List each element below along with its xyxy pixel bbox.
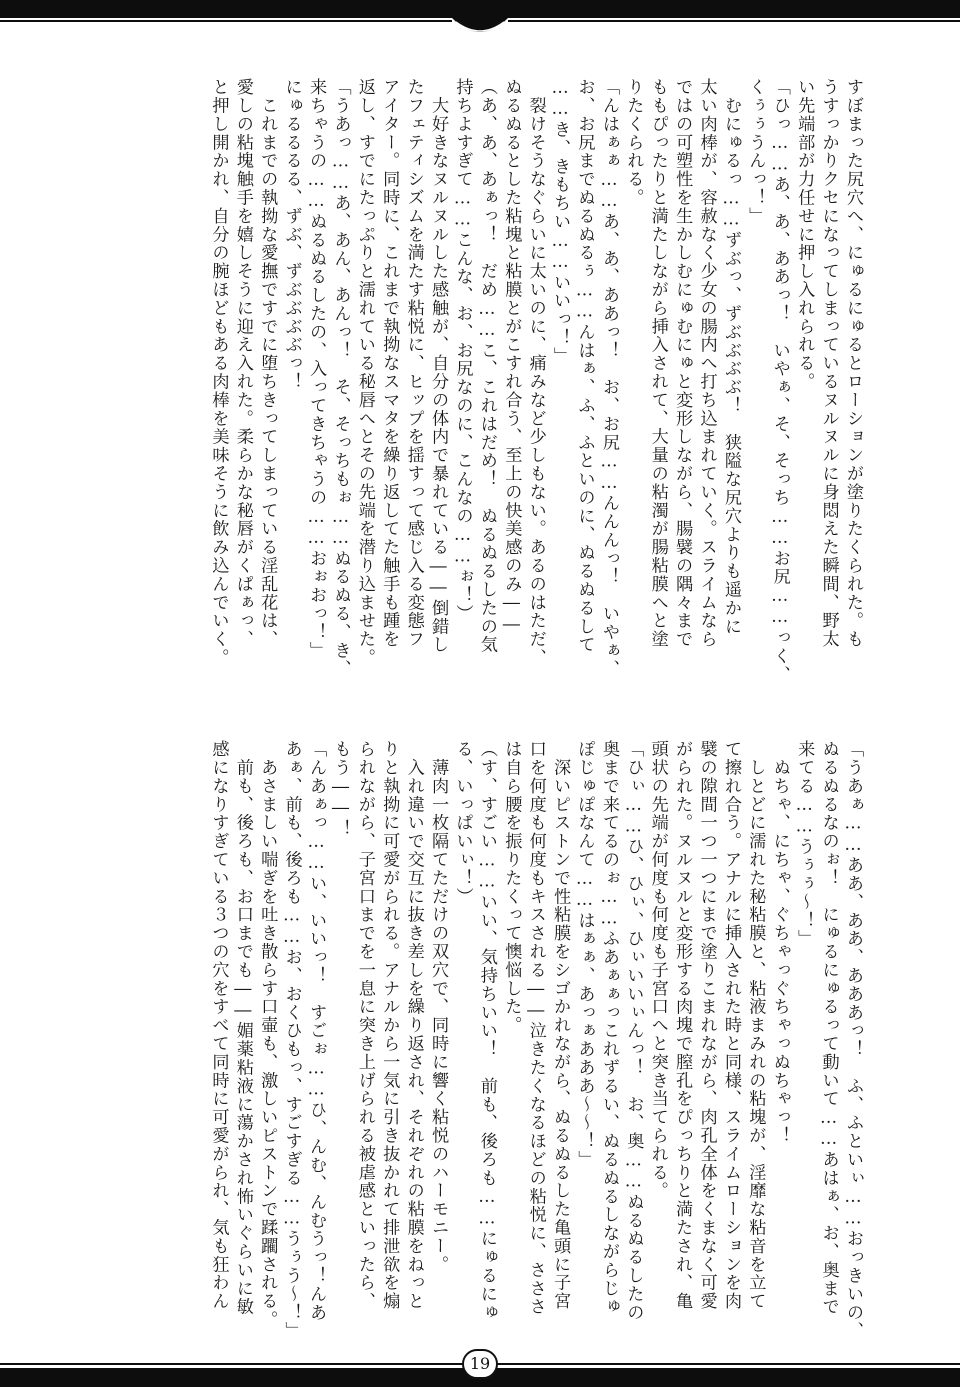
text-line: りたくられる。	[623, 78, 644, 207]
header-decorative-bar	[0, 0, 960, 40]
text-line: しとどに濡れた秘粘膜と、粘液まみれの粘塊が、淫靡な粘音を立て	[745, 740, 766, 1311]
text-line: たフェティシズムを満たす粘悦に、ヒップを揺すって感じ入る変態フ	[403, 78, 424, 649]
text-line: て擦れ合う。アナルに挿入された時と同様、スライムローションを肉	[720, 740, 741, 1311]
text-line: 頭状の先端が何度も何度も子宮口へと突き当てられる。	[647, 740, 668, 1200]
text-line: 「うあぁ……ああ、ああ、あああっ！ ふ、ふといぃ……おっきいの、	[843, 740, 863, 1340]
text-line: ぬるぬるなのぉ！ にゅるにゅるって動いて……あはぁ、お、奥まで	[818, 740, 839, 1316]
text-line: 来てる……うぅぅ～！」	[794, 740, 815, 948]
text-line: い先端部が力任せに押し入れられる。	[794, 78, 815, 391]
text-line: 「んはぁぁ……あ、あ、ああっ！ お、お尻……んんんっ！ いやぁ、	[598, 78, 619, 678]
text-line: あぁ、前も、後ろも……お、おくひもっ、すごすぎる……うぅう～！」	[281, 740, 302, 1340]
text-line: お、お尻までぬるぬるぅ……んはぁ、ふ、ふといのに、ぬるぬるして	[574, 78, 595, 654]
text-line: ではの可塑性を生かしむにゅむにゅと変形しながら、腸襞の隅々まで	[672, 78, 693, 649]
text-line: 奥まで来てるのぉ……ふあぁぁっこれずるい、ぬるぬるしながらじゅ	[598, 740, 619, 1316]
text-line: ぬるぬるとした粘塊と粘膜とがこすれ合う、至上の快美感のみ――	[501, 78, 522, 636]
text-line: 深いピストンで性粘膜をシゴかれながら、ぬるぬるした亀頭に子宮	[550, 740, 571, 1311]
header-bar-graphic	[0, 0, 960, 40]
text-line: がられた。ヌルヌルと変形する肉塊で膣孔をぴっちりと満たされ、亀	[672, 740, 693, 1311]
text-line: 来ちゃうの……ぬるぬるしたの、入ってきちゃうの……おぉおっ！」	[306, 78, 327, 660]
text-line: る、いっぱいぃ！）	[452, 740, 473, 906]
text-line: られながら、子宮口までを一息に突き上げられる被虐感といったら、	[354, 740, 375, 1311]
text-line: 「んあぁっ……い、いいっ！ すごぉ……ひ、んむ、んむうっ！んあ	[306, 740, 327, 1322]
text-line: くぅぅうんっ！」	[745, 78, 766, 226]
text-line: これまでの執拗な愛撫ですでに堕ちきってしまっている淫乱花は、	[257, 78, 278, 649]
text-line: 前も、後ろも、お口までも――媚薬粘液に蕩かされ怖いぐらいに敏	[232, 740, 253, 1316]
text-line: あさましい喘ぎを吐き散らす口壷も、激しいピストンで蹂躙される。	[257, 740, 278, 1329]
text-line: にゅるるるる、ずぶ、ずぶぶぶぶっ！	[281, 78, 302, 391]
text-line: アイター。同時に、これまで執拗なスマタを繰り返してた触手も踵を	[379, 78, 400, 649]
bottom-text-block	[105, 740, 865, 1340]
text-line: 裂けそうなぐらいに太いのに、痛みなど少しもない。あるのはただ、	[525, 78, 546, 667]
text-line: 「うあっ……あ、あん、あんっ！ そ、そっちもぉ……ぬるぬる、き、	[330, 78, 351, 678]
text-line: すぼまった尻穴へ、にゅるにゅるとローションが塗りたくられた。も	[843, 78, 863, 649]
text-line: （あ、あ、あぁっ！ だめ……こ、これはだめ！ ぬるぬるしたの気	[476, 78, 497, 654]
text-line: 薄肉一枚隔てただけの双穴で、同時に響く粘悦のハーモニー。	[428, 740, 449, 1274]
top-text-block	[105, 78, 865, 688]
text-line: 「ひっ……あ、あ、ああっ！ いやぁ、そ、そっち……お尻……っく、	[769, 78, 790, 684]
text-line: は自ら腰を振りたくって懊悩した。	[501, 740, 522, 1035]
text-line: 口を何度も何度もキスされる――泣きたくなるほどの粘悦に、さささ	[525, 740, 546, 1316]
text-line: （す、すごい……いい、気持ちいい！ 前も、後ろも……にゅるにゅ	[476, 740, 497, 1322]
text-line: もう――！	[330, 740, 351, 838]
page-number: 19	[462, 1349, 498, 1379]
text-line: と押し開かれ、自分の腕ほどもある肉棒を美味そうに飲み込んでいく。	[208, 78, 229, 667]
text-line: ぬちゃ、にちゃ、ぐちゃっぐちゃっぬちゃっ！	[769, 740, 790, 1145]
text-line: 大好きなヌルヌルした感触が、自分の体内で暴れている――倒錯し	[428, 78, 449, 654]
text-line: 入れ違いで交互に抜き差しを繰り返され、それぞれの粘膜をねっと	[403, 740, 424, 1311]
text-line: ……き、きもちい……いいっ！」	[550, 78, 571, 366]
text-line: 感になりすぎている３つの穴をすべて同時に可愛がられ、気も狂わん	[208, 740, 229, 1311]
text-line: ももぴったりと満たしながら挿入されて、大量の粘濁が腸粘膜へと塗	[647, 78, 668, 649]
text-line: うすっかりクセになってしまっているヌルヌルに身悶えた瞬間、野太	[818, 78, 839, 649]
text-line: りと執拗に可愛がられる。アナルから一気に引き抜かれて排泄欲を煽	[379, 740, 400, 1311]
text-line: むにゅるっ……ずぶっ、ずぶぶぶぶ！ 狭隘な尻穴よりも遥かに	[720, 78, 741, 636]
text-line: 愛しの粘塊触手を嬉しそうに迎え入れた。柔らかな秘唇がくぱぁっ、	[232, 78, 253, 649]
text-line: 持ちよすぎて……こんな、お、お尻なのに、こんなの……ぉ！）	[452, 78, 473, 623]
text-line: 太い肉棒が、容赦なく少女の腸内へ打ち込まれていく。スライムなら	[696, 78, 717, 649]
text-line: ぽじゅぽなんて……はぁぁ、あっぁあああ～～！」	[574, 740, 595, 1169]
text-line: 返し、すでにたっぷりと濡れている秘唇へとその先端を潜り込ませた。	[354, 78, 375, 667]
text-line: 「ひぃ……ひ、ひぃ、ひぃいいぃんっ！ お、奥……ぬるぬるしたの	[623, 740, 644, 1322]
text-line: 襞の隙間一つ一つにまで塗りこまれながら、肉孔全体をくまなく可愛	[696, 740, 717, 1311]
